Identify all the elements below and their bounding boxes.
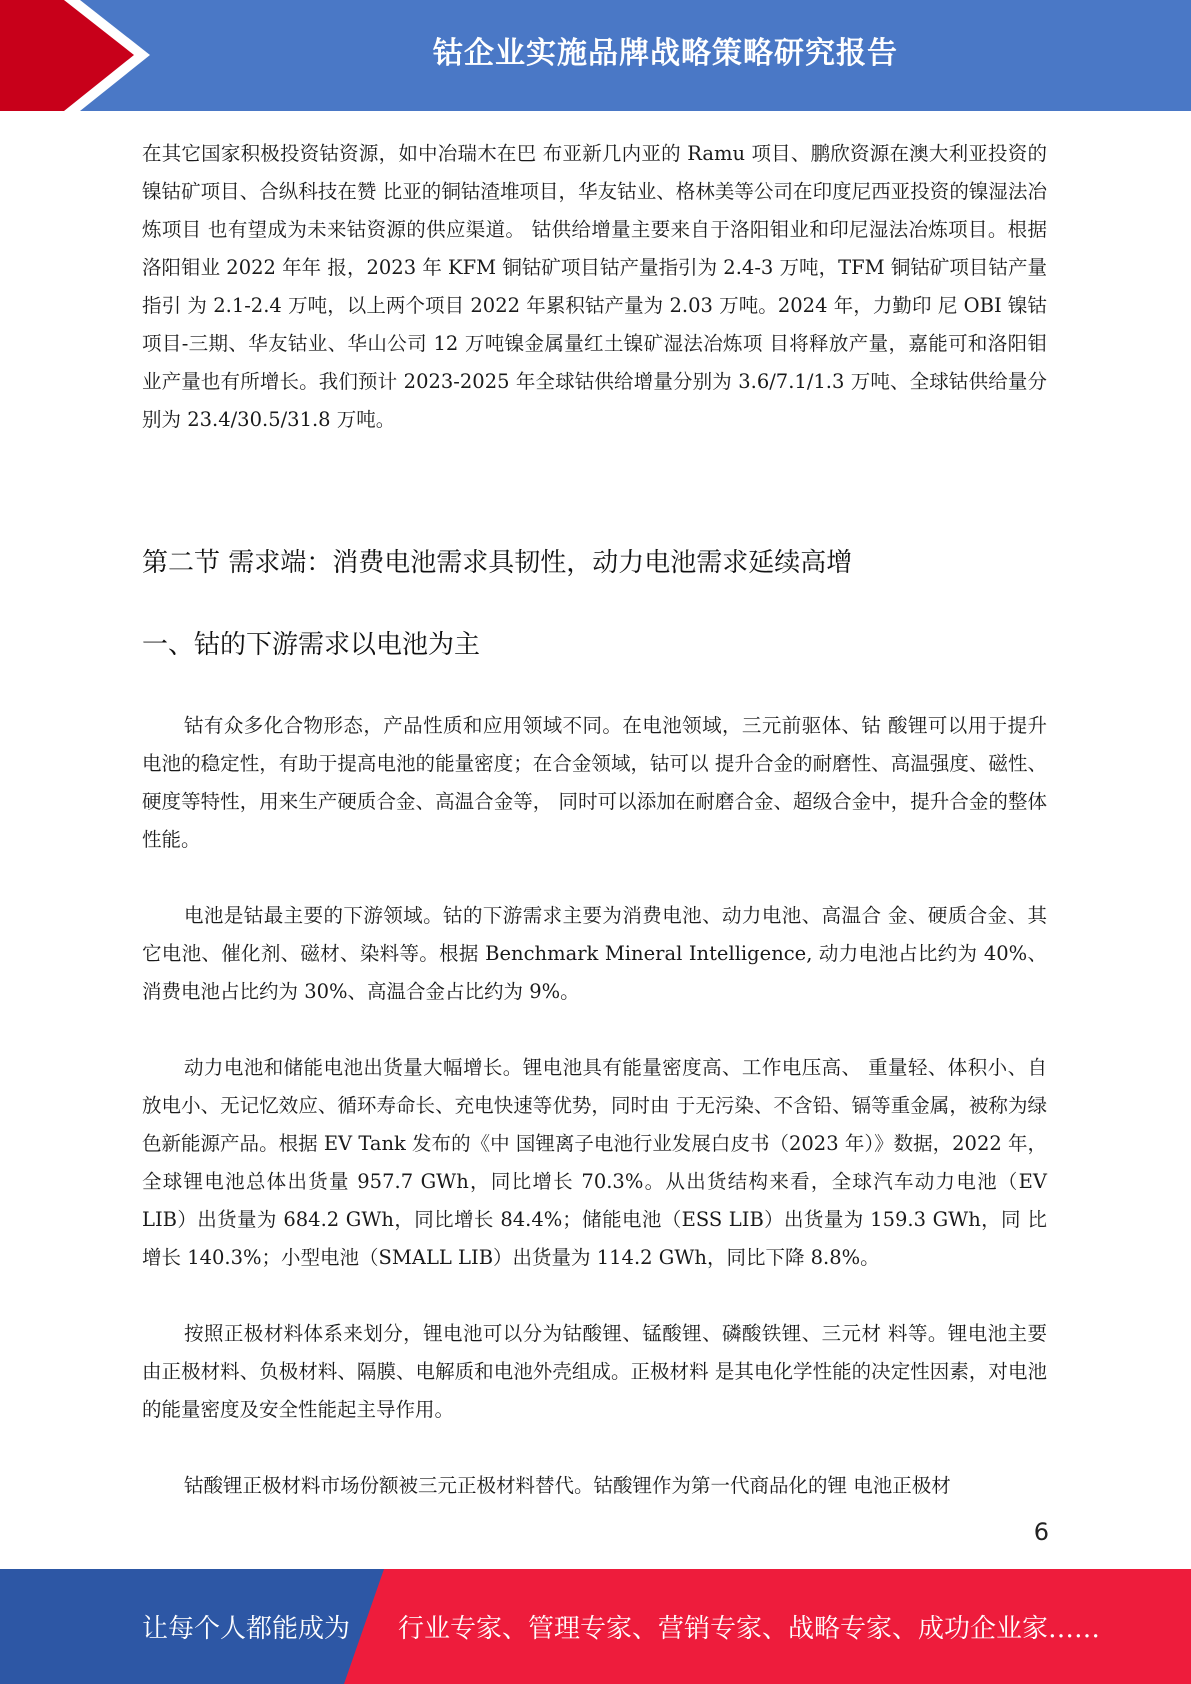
document-body [142, 130, 1047, 1505]
footer-slogan-left: 让每个人都能成为 [142, 1614, 351, 1644]
footer-slogan-right: 行业专家、管理专家、营销专家、战略专家、成功企业家…… [398, 1614, 1101, 1644]
section-heading: 第二节 需求端：消费电池需求具韧性，动力电池需求延续高增 [142, 548, 853, 578]
page-header [0, 0, 1191, 111]
subsection-heading: 一、钴的下游需求以电池为主 [142, 630, 481, 660]
paragraph-lco-market-share: 钴酸锂正极材料市场份额被三元正极材料替代。钴酸锂作为第一代商品化的锂 电池正极材 [184, 1474, 951, 1497]
header-title: 钴企业实施品牌战略策略研究报告 [433, 36, 898, 71]
paragraph-cobalt-compounds: 钴有众多化合物形态，产品性质和应用领域不同。在电池领域，三元前驱体、钴 酸锂可以用于提升电池的稳定性，有助于提高电池的能量密度；在合金领域，钴可以 提升合金的耐磨性、高温强度、磁性、硬度等特性，用来生产硬质合金、高温合金等， 同时可以添加在耐磨合金、超级合金中，提升合金的整体性能。 [142, 714, 1047, 851]
page-number: 6 [1033, 1518, 1049, 1546]
paragraph-cathode-materials: 按照正极材料体系来划分，锂电池可以分为钴酸锂、锰酸锂、磷酸铁锂、三元材 料等。锂电池主要由正极材料、负极材料、隔膜、电解质和电池外壳组成。正极材料 是其电化学性能的决定性因素，对电池的能量密度及安全性能起主导作用。 [142, 1322, 1047, 1421]
paragraph-battery-shipments: 动力电池和储能电池出货量大幅增长。锂电池具有能量密度高、工作电压高、 重量轻、体积小、自放电小、无记忆效应、循环寿命长、充电快速等优势，同时由 于无污染、不含铅、镉等重金属，被称为绿色新能源产品。根据 EV Tank 发布的《中 国锂离子电池行业发展白皮书（2023 年）》数据，2022 年，全球锂电池总体出货量 957.7 GWh，同比增长 70.3%。从出货结构来看，全球汽车动力电池（EV LIB）出货量为 684.2 GWh，同比增长 84.4%；储能电池（ESS LIB）出货量为 159.3 GWh，同 比增长 140.3%；小型电池（SMALL LIB）出货量为 114.2 GWh，同比下降 8.8%。 [142, 1056, 1047, 1269]
paragraph-battery-downstream: 电池是钴最主要的下游领域。钴的下游需求主要为消费电池、动力电池、高温合 金、硬质合金、其它电池、催化剂、磁材、染料等。根据 Benchmark Mineral Intelligence, 动力电池占比约为 40%、消费电池占比约为 30%、高温合金占比约为 9%。 [142, 904, 1047, 1003]
paragraph-cobalt-supply: 在其它国家积极投资钴资源，如中冶瑞木在巴 布亚新几内亚的 Ramu 项目、鹏欣资源在澳大利亚投资的镍钴矿项目、合纵科技在赞 比亚的铜钴渣堆项目，华友钴业、格林美等公司在印度尼西亚投资的镍湿法冶炼项目 也有望成为未来钴资源的供应渠道。 钴供给增量主要来自于洛阳钼业和印尼湿法冶炼项目。根据洛阳钼业 2022 年年 报，2023 年 KFM 铜钴矿项目钴产量指引为 2.4-3 万吨，TFM 铜钴矿项目钴产量指引 为 2.1-2.4 万吨，以上两个项目 2022 年累积钴产量为 2.03 万吨。2024 年，力勤印 尼 OBI 镍钴项目-三期、华友钴业、华山公司 12 万吨镍金属量红土镍矿湿法冶炼项 目将释放产量，嘉能可和洛阳钼业产量也有所增长。我们预计 2023-2025 年全球钴供给增量分别为 3.6/7.1/1.3 万吨、全球钴供给量分别为 23.4/30.5/31.8 万吨。 [142, 142, 1047, 431]
page-footer [0, 1569, 1191, 1684]
